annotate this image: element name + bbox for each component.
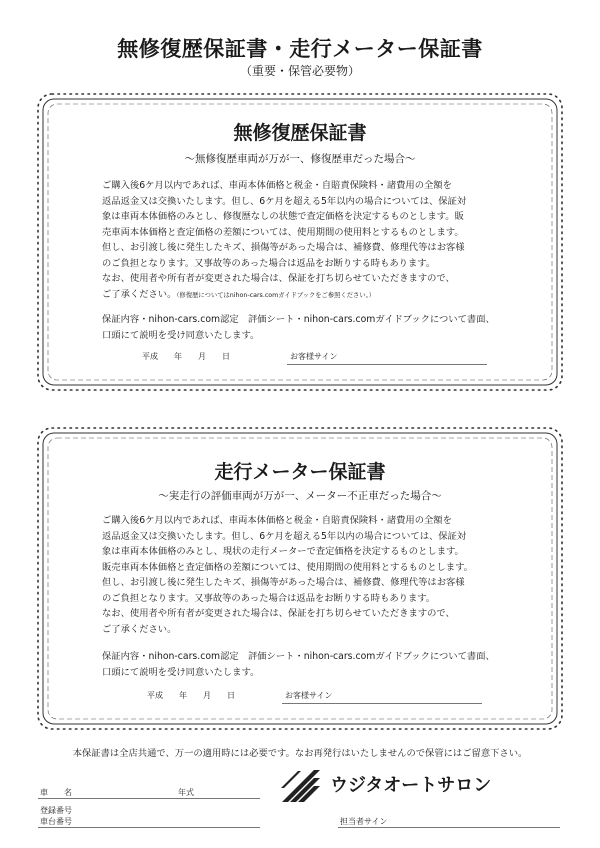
guidebook-note: （修復歴についてはnihon-cars.comガイドブックをご参照ください。） (176, 291, 376, 299)
body-line: 販売車両本体価格と査定価格の差額については、使用期間の使用料とするものとします。 (102, 561, 473, 573)
body-line: ご購入後6ケ月以内であれば、車両本体価格と税金・自賠責保険料・諸費用の全額を (102, 180, 452, 191)
car-name-line[interactable] (38, 798, 260, 799)
body-line: 象は車両本体価格のみとし、現状の走行メーターで査定価格を決定するものとします。 (102, 546, 464, 557)
body-line: 返品返金又は交換いたします。但し、6ケ月を超える5年以内の場合については、保証対 (102, 195, 467, 207)
section-body (102, 178, 522, 343)
body-line: なお、使用者や所有者が変更された場合は、保証を打ち切らせていただきますので、 (102, 273, 455, 284)
body-line: なお、使用者や所有者が変更された場合は、保証を打ち切らせていただきますので、 (102, 608, 455, 619)
car-name-label: 車 名 (40, 788, 72, 797)
body-line: 売車両本体価格と査定価格の差額については、使用期間の使用料とするものとします。 (102, 226, 464, 238)
company-name: ウジタオートサロン (330, 775, 492, 796)
date-label: 平成 年 月 日 (147, 691, 235, 700)
footer-notice: 本保証書は全店共通で、万一の適用時には必要です。なお再発行はいたしませんので保管にはご留意下さい。 (72, 748, 528, 759)
customer-sign-line[interactable] (287, 364, 487, 365)
section-title: 無修復歴保証書 (233, 122, 367, 144)
staff-sign-label: 担当者サイン (340, 817, 388, 826)
customer-sign-line[interactable] (282, 703, 482, 704)
body-line: 返品返金又は交換いたします。但し、6ケ月を超える5年以内の場合については、保証対 (102, 530, 467, 542)
date-label: 平成 年 月 日 (142, 352, 230, 361)
section-title: 走行メーター保証書 (214, 461, 386, 483)
body-line: ご了承ください。（修復歴についてはnihon-cars.comガイドブックをご参照ください。） (102, 288, 376, 300)
section-body (102, 513, 522, 680)
company-logo-icon (280, 768, 320, 802)
chassis-number-label: 車台番号 (40, 817, 72, 826)
body-line: ご了承ください。 (102, 623, 177, 635)
section-subtitle: 〜実走行の評価車両が万が一、メーター不正車だった場合〜 (158, 490, 442, 502)
customer-sign-label: お客様サイン (285, 691, 333, 700)
body-line: ご購入後6ケ月以内であれば、車両本体価格と税金・自賠責保険料・諸費用の全額を (102, 515, 452, 526)
consent-line: 口頭にて説明を受け同意いたします。 (102, 666, 260, 678)
body-line: のご負担となります。又事故等のあった場合は返品をお断りする時もあります。 (102, 592, 436, 604)
consent-line: 口頭にて説明を受け同意いたします。 (102, 329, 260, 341)
body-line: のご負担となります。又事故等のあった場合は返品をお断りする時もあります。 (102, 257, 436, 269)
registration-line[interactable] (38, 827, 260, 828)
customer-sign-label: お客様サイン (290, 352, 338, 361)
section-subtitle: 〜無修復歴車両が万が一、修復歴車だった場合〜 (184, 153, 416, 165)
staff-sign-line[interactable] (338, 827, 560, 828)
body-line: 象は車両本体価格のみとし、修復歴なしの状態で査定価格を決定するものとします。販 (102, 211, 464, 222)
registration-number-label: 登録番号 (40, 806, 72, 815)
consent-line: 保証内容・nihon-cars.com認定 評価シート・nihon-cars.comガイドブックについて書面、 (102, 314, 495, 325)
document-subtitle: （重要・保管必要物） (239, 64, 360, 78)
section-repair-history (32, 88, 568, 396)
body-line: 但し、お引渡し後に発生したキズ、損傷等があった場合は、補修費、修理代等はお客様 (102, 577, 465, 588)
body-line: 但し、お引渡し後に発生したキズ、損傷等があった場合は、補修費、修理代等はお客様 (102, 242, 465, 253)
section-odometer (32, 422, 568, 735)
consent-line: 保証内容・nihon-cars.com認定 評価シート・nihon-cars.comガイドブックについて書面、 (102, 651, 495, 662)
model-year-label: 年式 (178, 788, 194, 797)
document-title: 無修復歴保証書・走行メーター保証書 (117, 37, 483, 61)
